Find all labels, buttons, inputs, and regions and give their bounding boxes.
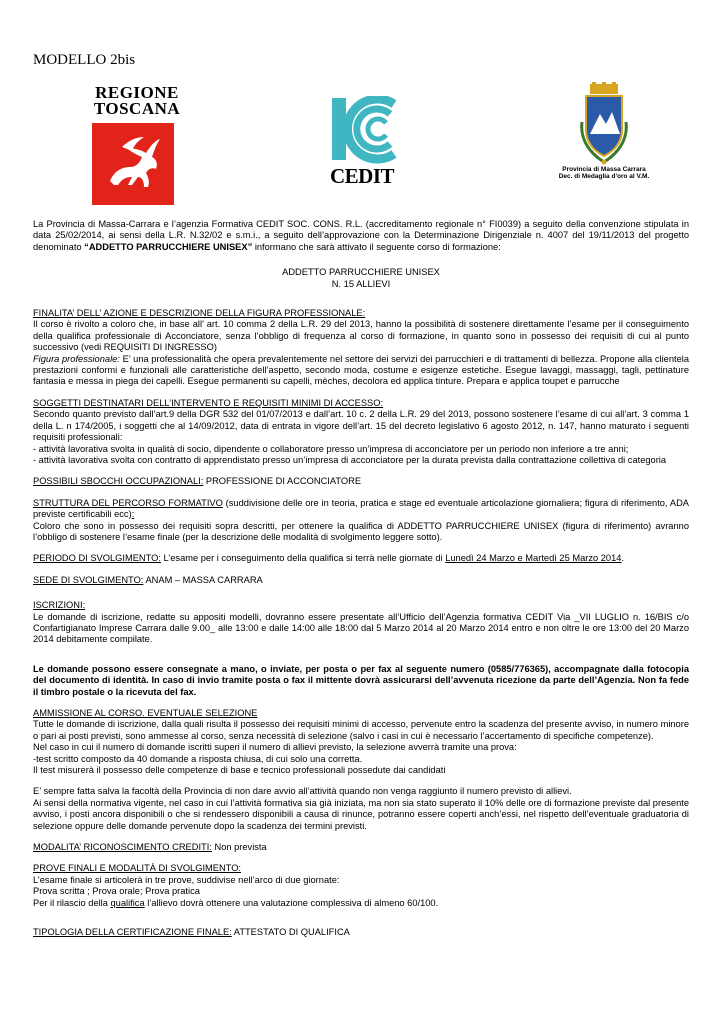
sede-heading: SEDE DI SVOLGIMENTO: — [33, 574, 144, 585]
struttura-text: (suddivisione delle ore in teoria, pratica e stage ed eventuale articolazione giornaliera; figura di riferimento, ADA previste certificabili ecc) — [33, 497, 689, 520]
prove-qualifica: qualifica — [110, 897, 145, 908]
periodo-paragraph — [33, 553, 689, 564]
ammissione-text-2: Nel caso in cui il numero di domande iscritti superi il numero di allievi previsto, la selezione avverrà tramite una prova: — [33, 742, 517, 753]
ammissione-text-1: Tutte le domande di iscrizione, dalla quali risulta il possesso dei requisiti minimi di accesso, pervenute entro la scadenza del presente avviso, in numero minore o pari ai posti previsti, sono ammesse al corso, senza necessità di selezione (salvo i casi in cui è necessario l’accertamento di specifiche competenze). — [33, 719, 689, 741]
prove-text-3a: Per il rilascio della — [33, 897, 111, 908]
exam-dates: Lunedì 24 Marzo e Martedì 25 Marzo 2014 — [445, 553, 622, 564]
regione-toscana-logo — [92, 85, 182, 210]
ammissione-text-6: Ai sensi della normativa vigente, nel caso in cui l’attività formativa sia già iniziata, ma non sia stato superato il 10% delle ore di formazione previste dal presente avviso, i posti ancora disponibili o che si rendessero disponibili a causa di rinunce, potranno essere coperti anch’essi, nel rispetto dell’eventuale graduatoria di selezione oppure delle domande pervenute dopo la scadenza dei termini previsti. — [33, 797, 689, 831]
prove-text-3c: l’allievo dovrà ottenere una valutazione complessiva di almeno 60/100. — [144, 897, 439, 908]
consegna-text: Le domande possono essere consegnate a mano, o inviate, per posta o per fax al seguente numero (0585/776365), accompagnate dalla fotocopia del documento di identità. In caso di invio tramite posta o fax il mittente dovrà assicurarsi dell’avvenuta ricezione da parte dell’Agenzia. Non fa fede il timbro postale o la ricevuta del fax. — [33, 663, 689, 697]
regione-logo-text-line2: TOSCANA — [93, 99, 181, 118]
finalita-text: Il corso è rivolto a coloro che, in base all’ art. 10 comma 2 della L.R. 29 del 2013, hanno la possibilità di sostenere direttamente l’esame per il conseguimento della qualifica professionale di Acconciatore, senza l’obbligo di frequenza al corso di formazione, in quanto sono in possesso dei requisiti di cui al punto successivo (vedi REQUISITI DI INGRESSO) — [33, 319, 689, 353]
course-places: N. 15 ALLIEVI — [331, 278, 391, 289]
document-model-label: MODELLO 2bis — [33, 52, 136, 68]
pegasus-flag-icon — [92, 123, 174, 205]
sbocchi-heading: POSSIBILI SBOCCHI OCCUPAZIONALI: — [33, 476, 204, 487]
struttura-heading: STRUTTURA DEL PERCORSO FORMATIVO — [33, 497, 223, 508]
soggetti-heading: SOGGETTI DESTINATARI DELL’INTERVENTO E REQUISITI MINIMI DI ACCESSO: — [33, 397, 384, 408]
ammissione-text-3: -test scritto composto da 40 domande a risposta chiusa, di cui solo una corretta. — [33, 753, 363, 764]
soggetti-text: Secondo quanto previsto dall’art.9 della DGR 532 del 01/07/2013 e dall’art. 10 c. 2 della L.R. 29 del 2013, possono sostenere l’esame di cui all’art. 3 comma 1 della L. n 174/2005, i soggetti che al 14/09/2012, data di entrata in vigore dell’art. 15 del decreto legislativo 6 agosto 2012, n. 147, hanno maturato i seguenti requisiti professionali: — [33, 409, 689, 443]
figura-label: Figura professionale: — [33, 353, 120, 364]
tipologia-heading: TIPOLOGIA DELLA CERTIFICAZIONE FINALE: — [33, 927, 232, 938]
cedit-logo — [328, 96, 400, 186]
soggetti-requirement-2: - attività lavorativa svolta con contratto di apprendistato presso un’impresa di acconciatore per la durata prevista dalla contrattazione collettiva di categoria — [33, 454, 667, 465]
ammissione-text-5: E’ sempre fatta salva la facoltà della Provincia di non dare avvio all’attività quando non venga raggiunto il numero previsto di allievi. — [33, 786, 572, 797]
ammissione-heading: AMMISSIONE AL CORSO. EVENTUALE SELEZIONE — [33, 708, 258, 718]
sbocchi-paragraph — [33, 476, 689, 487]
prove-text-3 — [33, 898, 689, 909]
sede-text: ANAM – MASSA CARRARA — [143, 574, 263, 585]
crest-icon — [580, 82, 628, 166]
iscrizioni-text: Le domande di iscrizione, redatte su appositi modelli, dovranno essere presentate all’Ufficio dell’Agenzia formativa CEDIT Via _VII LUGLIO n. 16/BIS c/o Confartigianato Imprese Carrara dalle 9.00_ alle 13:00 e dalle 14:00 alle 18:00 dal 5 Marzo 2014 al 20 Marzo 2014 entro e non oltre le ore 13:00 del 20 Marzo 2014 debitamente compilate. — [33, 611, 689, 645]
regione-logo-text-line1: REGIONE — [95, 83, 179, 102]
tipologia-paragraph — [33, 927, 689, 938]
prove-heading: PROVE FINALI E MODALITÀ DI SVOLGIMENTO: — [33, 863, 242, 874]
cedit-spiral-icon — [328, 96, 400, 164]
struttura-paragraph — [33, 498, 689, 521]
struttura-colon: : — [131, 509, 135, 520]
provincia-massa-carrara-logo — [558, 82, 650, 180]
sbocchi-text: PROFESSIONE DI ACCONCIATORE — [203, 476, 362, 487]
periodo-end: . — [621, 553, 625, 564]
ammissione-text-4: Il test misurerà il possesso delle competenze di base e tecnico professionali possedute dai candidati — [33, 765, 446, 776]
announcement-body — [33, 219, 689, 939]
modalita-paragraph — [33, 842, 689, 853]
struttura-text-2: Coloro che sono in possesso dei requisiti sopra descritti, per ottenere la qualifica di ADDETTO PARRUCCHIERE UNISEX (figura di riferimento) avranno l’obbligo di sostenere l’esame finale (per la descrizione delle modalità di svolgimento leggere sotto). — [33, 520, 689, 542]
figura-paragraph — [33, 354, 689, 388]
cedit-logo-text: CEDIT — [330, 164, 395, 188]
prove-text-2: Prova scritta ; Prova orale; Prova pratica — [33, 886, 200, 897]
course-title: ADDETTO PARRUCCHIERE UNISEX — [282, 267, 440, 278]
soggetti-requirement-1: - attività lavorativa svolta in qualità di socio, dipendente o collaboratore presso un’impresa di acconciatore per un periodo non inferiore a tre anni; — [33, 443, 629, 454]
provincia-caption-line1: Provincia di Massa Carrara — [562, 166, 646, 173]
periodo-text: L’esame per i conseguimento della qualifica si terrà nelle giornate di — [160, 553, 446, 564]
modalita-text: Non prevista — [211, 842, 267, 853]
figura-text: E’ una professionalità che opera prevalentemente nel settore dei servizi dei parrucchieri e di trattamenti di bellezza. Propone alla clientela prestazioni conformi e funzionali alle caratteristiche dell’aspetto, secondo moda, costume e esigenze estetiche. Esegue lavaggi, massaggi, tagli, pettinature fantasia e messa in piega dei capelli. Esegue permanenti su capelli, mèches, decolora ed applica tinture. Prepara e applica toupet e parrucche — [33, 353, 689, 387]
provincia-caption-line2: Dec. di Medaglia d'oro al V.M. — [558, 173, 650, 180]
prove-text-1: L’esame finale si articolerà in tre prove, suddivise nell’arco di due giornate: — [33, 874, 340, 885]
intro-text-end: informano che sarà attivato il seguente corso di formazione: — [252, 241, 501, 252]
tipologia-text: ATTESTATO DI QUALIFICA — [231, 927, 350, 938]
intro-text: La Provincia di Massa-Carrara e l’agenzia Formativa CEDIT SOC. CONS. R.L. (accreditamento regionale n° FI0039) a seguito della convenzione stipulata in data 25/02/2014, ai sensi della L.R. N.32/02 e s.m.i., a seguito dell’approvazione con la Determinazione Dirigenziale n. 4007 del 19/11/2013 del progetto denominato — [33, 219, 689, 252]
finalita-heading: FINALITA’ DELL’ AZIONE E DESCRIZIONE DELLA FIGURA PROFESSIONALE: — [33, 308, 366, 319]
periodo-heading: PERIODO DI SVOLGIMENTO: — [33, 553, 161, 564]
modalita-heading: MODALITA’ RICONOSCIMENTO CREDITI: — [33, 842, 212, 853]
sede-paragraph — [33, 575, 689, 586]
course-name-quoted: “ADDETTO PARRUCCHIERE UNISEX” — [84, 241, 253, 252]
intro-paragraph — [33, 219, 689, 253]
iscrizioni-heading: ISCRIZIONI: — [33, 600, 86, 611]
